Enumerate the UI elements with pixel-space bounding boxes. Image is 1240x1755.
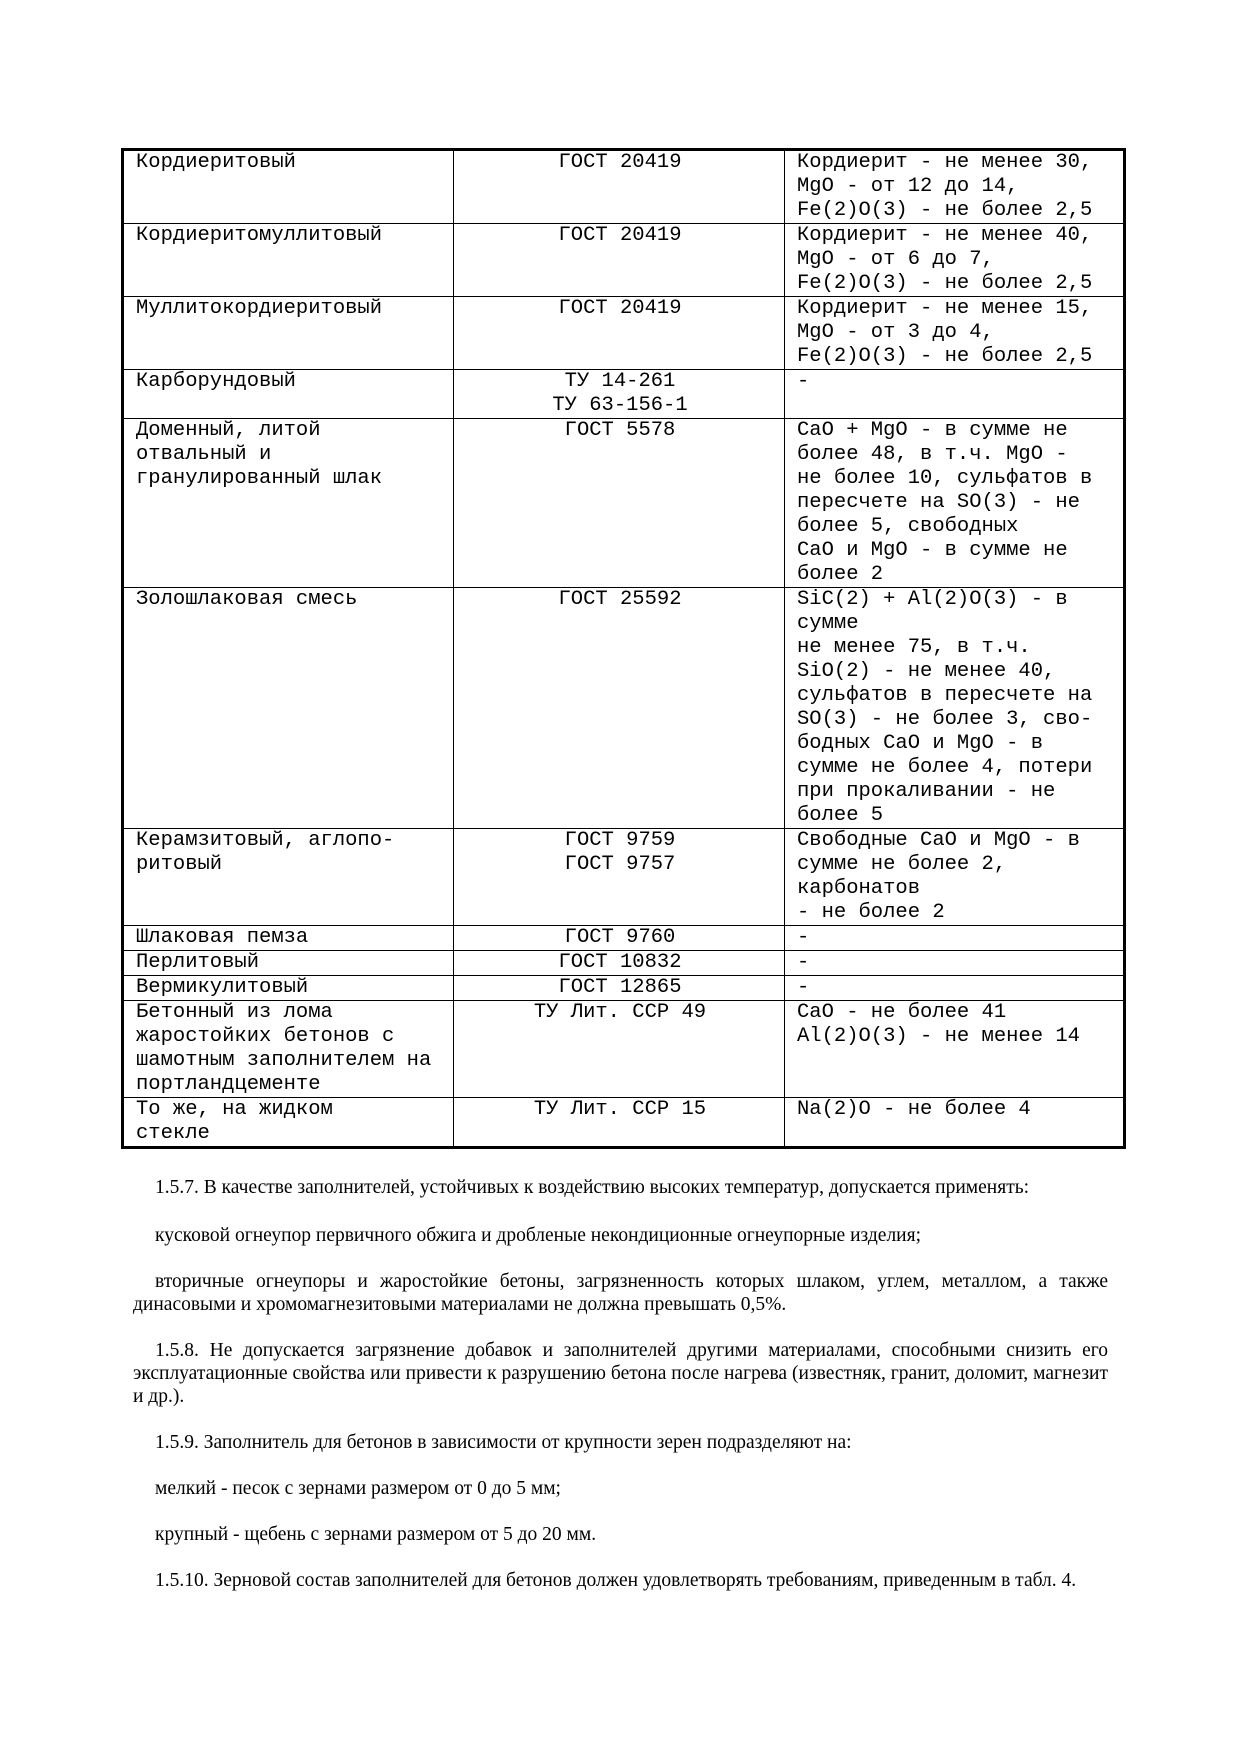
table-row: [123, 951, 1125, 976]
aggregate-standard: ГОСТ 9760: [454, 926, 785, 951]
aggregate-requirements: SiC(2) + Al(2)O(3) - в сумме не менее 75, в т.ч. SiO(2) - не менее 40, сульфатов в пересчете на SO(3) - не более 3, сво- бодных CaO и MgO - в сумме не более 4, потери при прокаливании - не более 5: [785, 588, 1125, 829]
table-row: [123, 1001, 1125, 1098]
aggregate-requirements: Na(2)O - не более 4: [785, 1098, 1125, 1148]
aggregate-requirements: -: [785, 951, 1125, 976]
clause-1-5-7-item-1: [133, 1224, 1108, 1247]
aggregate-name: Доменный, литой отвальный и гранулированный шлак: [123, 419, 454, 588]
aggregate-requirements: -: [785, 926, 1125, 951]
table-row: [123, 370, 1125, 419]
paragraph: 1.5.10. Зерновой состав заполнителей для бетонов должен удовлетворять требованиям, приведенным в табл. 4.: [155, 1570, 1077, 1591]
aggregate-standard: ГОСТ 20419: [454, 150, 785, 224]
aggregate-standard: ГОСТ 25592: [454, 588, 785, 829]
aggregate-name: Перлитовый: [123, 951, 454, 976]
paragraph: крупный - щебень с зернами размером от 5 до 20 мм.: [155, 1524, 597, 1545]
table-row: [123, 926, 1125, 951]
table-row: [123, 419, 1125, 588]
paragraph: 1.5.9. Заполнитель для бетонов в зависимости от крупности зерен подразделяют на:: [155, 1432, 852, 1453]
clause-1-5-7: [133, 1176, 1108, 1199]
table-row: [123, 150, 1125, 224]
aggregate-name: Шлаковая пемза: [123, 926, 454, 951]
clause-1-5-9-item-1: [133, 1477, 1108, 1500]
aggregate-standard: ГОСТ 20419: [454, 224, 785, 297]
aggregate-requirements: Свободные CaO и MgO - в сумме не более 2, карбонатов - не более 2: [785, 829, 1125, 926]
table-row: [123, 1098, 1125, 1148]
aggregate-standard: ГОСТ 5578: [454, 419, 785, 588]
aggregate-name: Кордиеритомуллитовый: [123, 224, 454, 297]
clause-1-5-9: [133, 1431, 1108, 1454]
paragraph: мелкий - песок с зернами размером от 0 до 5 мм;: [155, 1478, 561, 1499]
aggregate-name: Бетонный из лома жаростойких бетонов с шамотным заполнителем на портландцементе: [123, 1001, 454, 1098]
aggregate-name: То же, на жидком стекле: [123, 1098, 454, 1148]
aggregate-requirements: Кордиерит - не менее 40, MgO - от 6 до 7, Fe(2)O(3) - не более 2,5: [785, 224, 1125, 297]
aggregate-name: Золошлаковая смесь: [123, 588, 454, 829]
aggregate-name: Кордиеритовый: [123, 150, 454, 224]
clause-1-5-9-item-2: [133, 1523, 1108, 1546]
clause-1-5-10: [133, 1569, 1108, 1592]
paragraph: 1.5.8. Не допускается загрязнение добавок и заполнителей другими материалами, способными снизить его эксплуатационные свойства или привести к разрушению бетона после нагрева (известняк, гранит, доломит, магнезит и др.).: [133, 1340, 1108, 1407]
table-row: [123, 224, 1125, 297]
table-row: [123, 588, 1125, 829]
aggregate-requirements: -: [785, 976, 1125, 1001]
aggregate-standard: ТУ Лит. ССР 49: [454, 1001, 785, 1098]
aggregate-name: Вермикулитовый: [123, 976, 454, 1001]
aggregate-name: Муллитокордиеритовый: [123, 297, 454, 370]
aggregate-name: Керамзитовый, аглопо- ритовый: [123, 829, 454, 926]
aggregate-requirements: -: [785, 370, 1125, 419]
paragraph: вторичные огнеупоры и жаростойкие бетоны, загрязненность которых шлаком, углем, металлом, а также динасовыми и хромомагнезитовыми материалами не должна превышать 0,5%.: [133, 1271, 1108, 1315]
clause-1-5-8: [133, 1339, 1108, 1408]
aggregates-table: [121, 148, 1126, 1149]
aggregate-requirements: CaO - не более 41 Al(2)O(3) - не менее 14: [785, 1001, 1125, 1098]
table-row: [123, 976, 1125, 1001]
table-row: [123, 297, 1125, 370]
aggregate-requirements: Кордиерит - не менее 15, MgO - от 3 до 4, Fe(2)O(3) - не более 2,5: [785, 297, 1125, 370]
paragraph: кусковой огнеупор первичного обжига и дробленые некондиционные огнеупорные изделия;: [155, 1225, 922, 1246]
aggregate-standard: ГОСТ 12865: [454, 976, 785, 1001]
aggregate-standard: ГОСТ 20419: [454, 297, 785, 370]
aggregate-standard: ГОСТ 10832: [454, 951, 785, 976]
aggregate-standard: ТУ 14-261 ТУ 63-156-1: [454, 370, 785, 419]
aggregate-requirements: Кордиерит - не менее 30, MgO - от 12 до 14, Fe(2)O(3) - не более 2,5: [785, 150, 1125, 224]
aggregate-requirements: CaO + MgO - в сумме не более 48, в т.ч. MgO - не более 10, сульфатов в пересчете на SO(3) - не более 5, свободных CaO и MgO - в сумме не более 2: [785, 419, 1125, 588]
table-row: [123, 829, 1125, 926]
aggregate-standard: ГОСТ 9759 ГОСТ 9757: [454, 829, 785, 926]
clause-1-5-7-item-2: [133, 1270, 1108, 1316]
paragraph: 1.5.7. В качестве заполнителей, устойчивых к воздействию высоких температур, допускается применять:: [155, 1177, 1030, 1198]
aggregate-name: Карборундовый: [123, 370, 454, 419]
aggregate-standard: ТУ Лит. ССР 15: [454, 1098, 785, 1148]
